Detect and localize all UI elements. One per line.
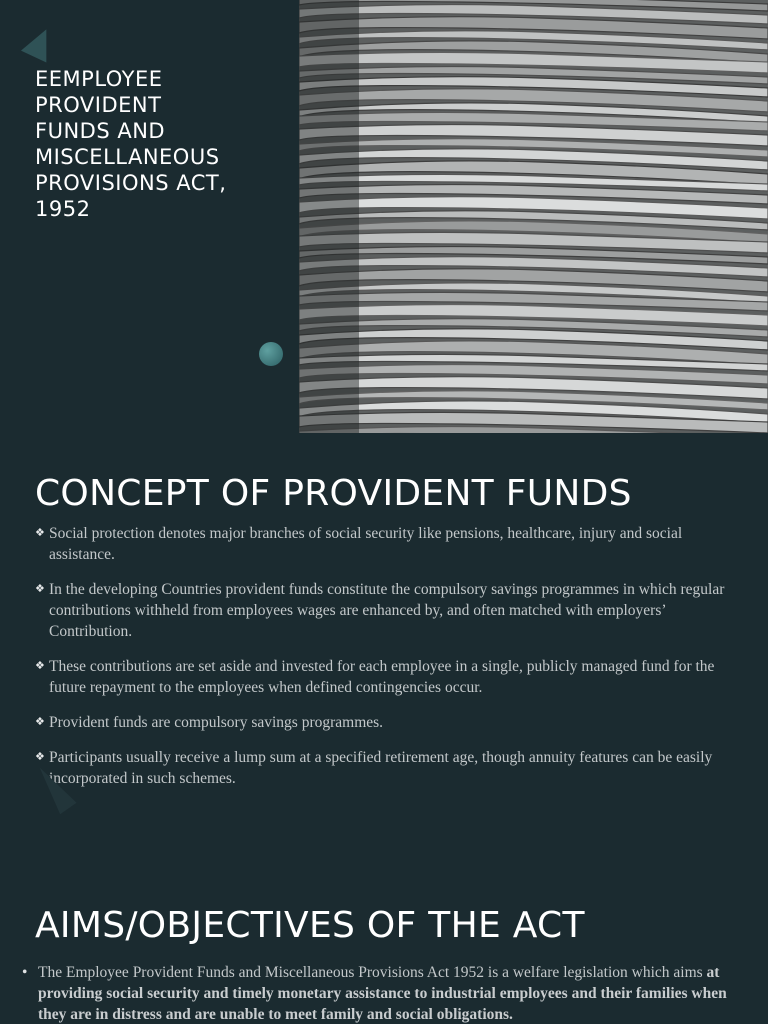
decorative-dot [259, 342, 283, 366]
presentation-title: EEMPLOYEE PROVIDENT FUNDS AND MISCELLANEOUS PROVISIONS ACT, 1952 [35, 67, 227, 221]
diamond-bullet-icon: ❖ [35, 659, 45, 672]
concept-bullet-list [35, 523, 735, 803]
title-slide [0, 0, 768, 433]
decorative-shard [21, 23, 59, 62]
list-item: ❖ Participants usually receive a lump sum at a specified retirement age, though annuity features can be easily incorporated in such schemes. [35, 747, 735, 789]
diamond-bullet-icon: ❖ [35, 582, 45, 595]
list-item: ❖ In the developing Countries provident funds constitute the compulsory savings programmes in which regular contributions withheld from employees wages are enhanced by, and often matched with employers’ Contribution. [35, 579, 735, 642]
aims-slide [0, 863, 768, 1024]
list-item: ❖ Provident funds are compulsory savings programmes. [35, 712, 735, 733]
diamond-bullet-icon: ❖ [35, 750, 45, 763]
bullet-icon: • [22, 964, 28, 981]
newspaper-stack-photo [299, 0, 768, 433]
list-item: ❖ These contributions are set aside and invested for each employee in a single, publicly managed fund for the future repayment to the employees when defined contingencies occur. [35, 656, 735, 698]
aims-paragraph: • The Employee Provident Funds and Miscellaneous Provisions Act 1952 is a welfare legislation which aims at providing social security and timely monetary assistance to industrial employees and their families when they are in distress and are unable to meet family and social obligations. [22, 964, 727, 1023]
aims-heading: AIMS/OBJECTIVES OF THE ACT [35, 905, 585, 946]
diamond-bullet-icon: ❖ [35, 526, 45, 539]
diamond-bullet-icon: ❖ [35, 715, 45, 728]
concept-heading: CONCEPT OF PROVIDENT FUNDS [35, 473, 632, 514]
concept-slide [0, 433, 768, 863]
newspaper-stack-image [299, 0, 768, 433]
list-item: ❖ Social protection denotes major branches of social security like pensions, healthcare, injury and social assistance. [35, 523, 735, 565]
